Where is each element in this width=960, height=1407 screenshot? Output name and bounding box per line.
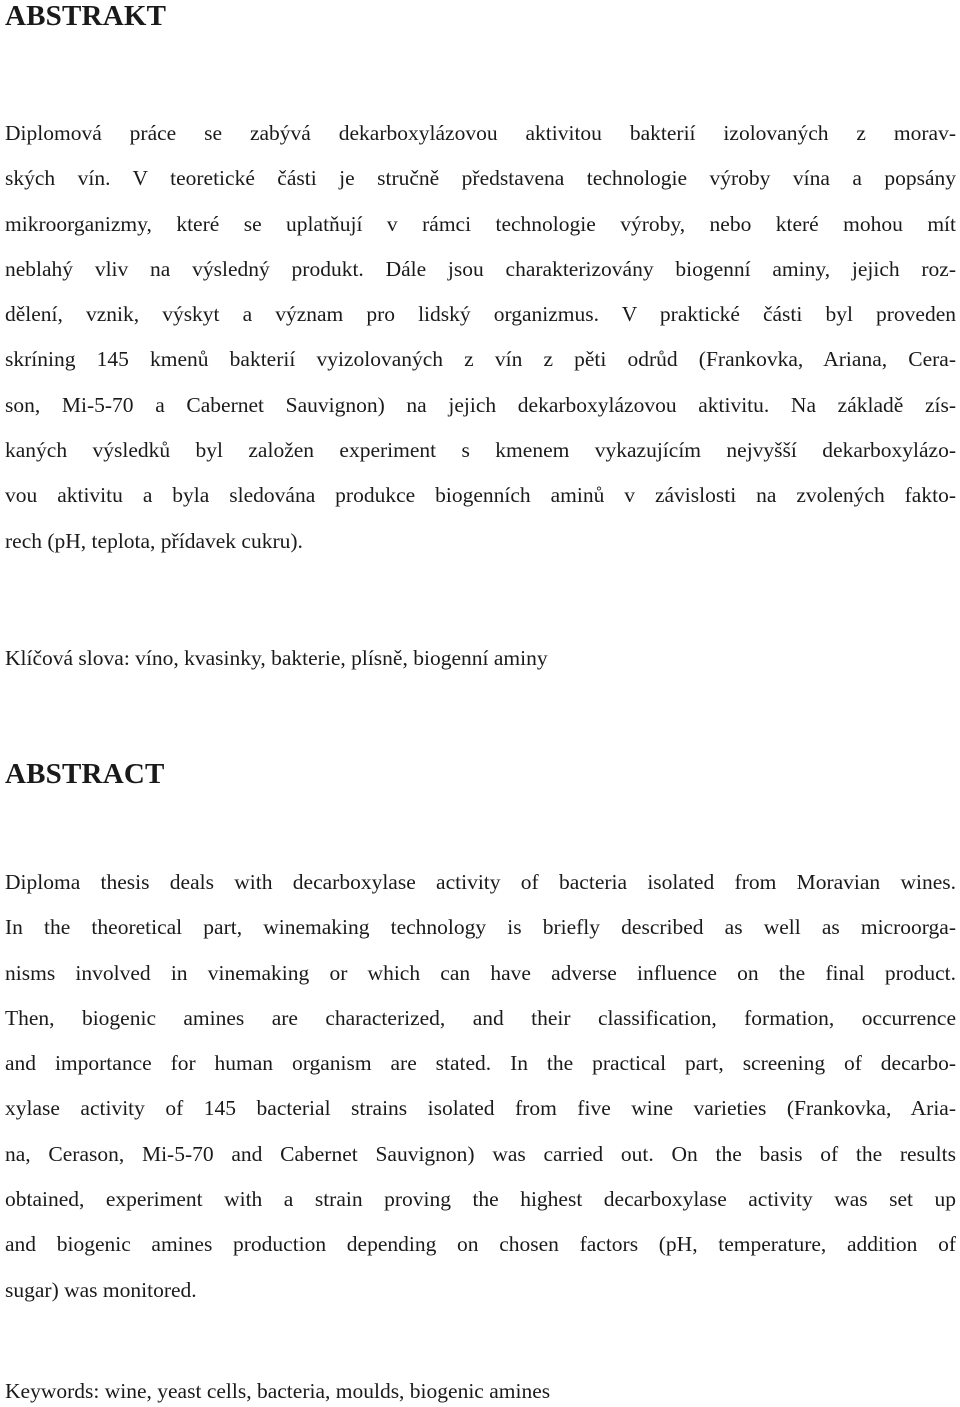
text-line: and importance for human organism are stated. In the practical part, screening of decarbo- <box>5 1051 956 1076</box>
text-line: In the theoretical part, winemaking technology is briefly described as well as microorga- <box>5 915 956 940</box>
abstract-paragraph-english <box>5 860 956 1313</box>
text-line: dělení, vznik, výskyt a význam pro lidský organizmus. V praktické části byl proveden <box>5 302 956 327</box>
keywords-czech: Klíčová slova: víno, kvasinky, bakterie, plísně, biogenní aminy <box>5 646 548 670</box>
abstract-heading-czech: ABSTRAKT <box>5 0 167 32</box>
text-line: na, Cerason, Mi-5-70 and Cabernet Sauvignon) was carried out. On the basis of the results <box>5 1141 956 1166</box>
text-line: ských vín. V teoretické části je stručně představena technologie výroby vína a popsány <box>5 166 956 191</box>
text-line: son, Mi-5-70 a Cabernet Sauvignon) na jejich dekarboxylázovou aktivitu. Na základě zís- <box>5 392 956 417</box>
keywords-english: Keywords: wine, yeast cells, bacteria, moulds, biogenic amines <box>5 1379 551 1403</box>
text-line: kaných výsledků byl založen experiment s kmenem vykazujícím nejvyšší dekarboxylázo- <box>5 438 956 463</box>
text-line: mikroorganizmy, které se uplatňují v rámci technologie výroby, nebo které mohou mít <box>5 211 956 236</box>
text-line: skríning 145 kmenů bakterií vyizolovaných z vín z pěti odrůd (Frankovka, Ariana, Cera- <box>5 347 956 372</box>
text-line: vou aktivitu a byla sledována produkce biogenních aminů v závislosti na zvolených fakto- <box>5 483 956 508</box>
text-line: neblahý vliv na výsledný produkt. Dále jsou charakterizovány biogenní aminy, jejich roz- <box>5 256 956 281</box>
text-line: obtained, experiment with a strain proving the highest decarboxylase activity was set up <box>5 1187 956 1212</box>
text-line: rech (pH, teplota, přídavek cukru). <box>5 528 303 553</box>
text-line: nisms involved in vinemaking or which can have adverse influence on the final product. <box>5 960 956 985</box>
text-line: and biogenic amines production depending on chosen factors (pH, temperature, addition of <box>5 1232 956 1257</box>
text-line: Diploma thesis deals with decarboxylase activity of bacteria isolated from Moravian wines. <box>5 870 956 894</box>
text-line: Then, biogenic amines are characterized, and their classification, formation, occurrence <box>5 1005 956 1030</box>
abstract-heading-english: ABSTRACT <box>5 758 165 790</box>
text-line: xylase activity of 145 bacterial strains isolated from five wine varieties (Frankovka, Aria- <box>5 1096 956 1121</box>
text-line: sugar) was monitored. <box>5 1277 197 1302</box>
text-line: Diplomová práce se zabývá dekarboxylázovou aktivitou bakterií izolovaných z morav- <box>5 121 956 145</box>
abstract-paragraph-czech <box>5 111 956 564</box>
